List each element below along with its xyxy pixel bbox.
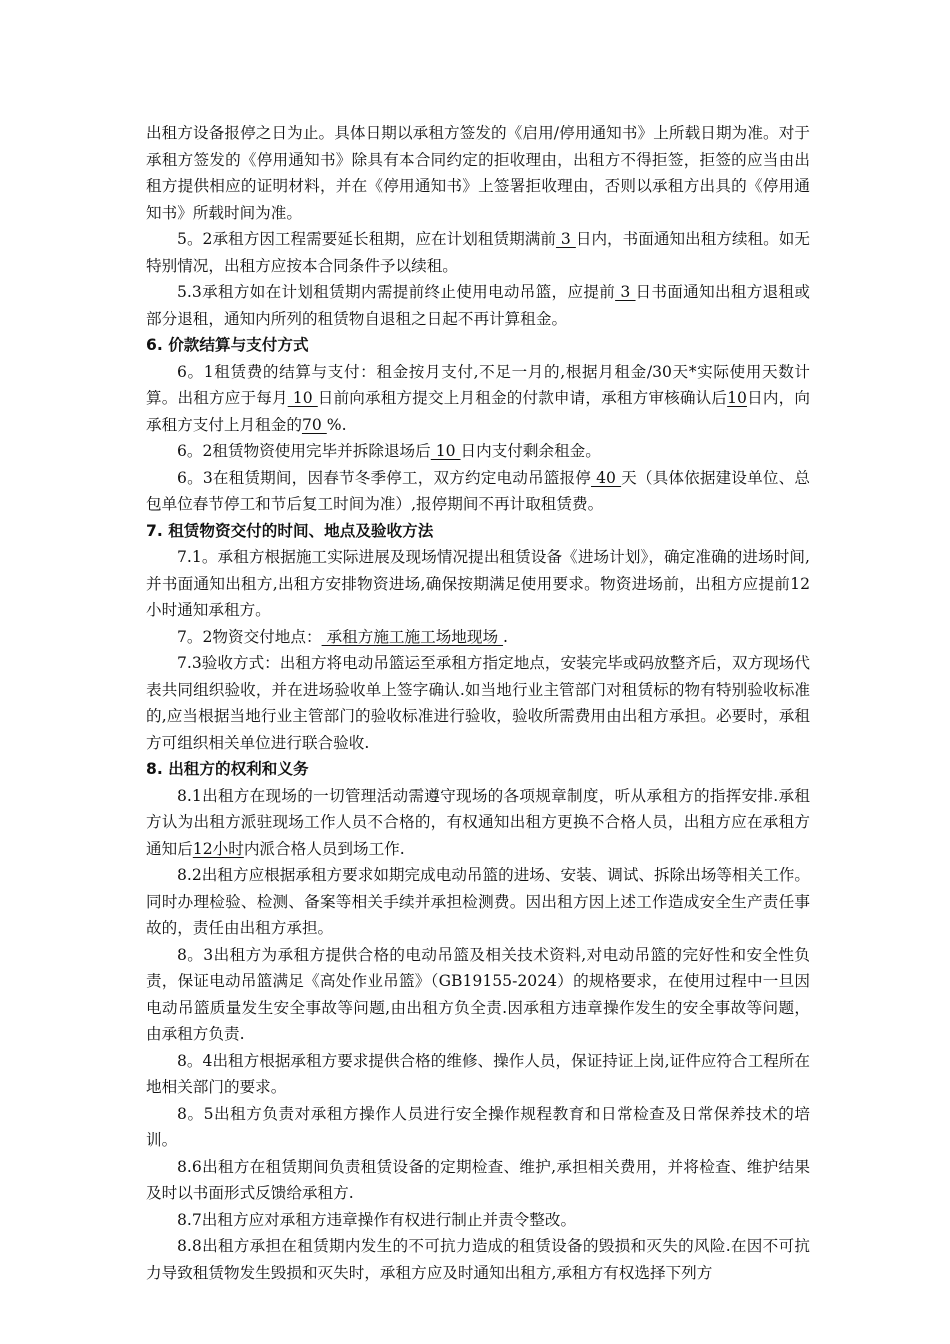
blank-location: 承租方施工施工场地现场 [321,627,504,646]
paragraph-5-1-continued: 出租方设备报停之日为止。具体日期以承租方签发的《启用/停用通知书》上所载日期为准。对于承租方签发的《停用通知书》除具有本合同约定的拒收理由，出租方不得拒签，拒签的应当由出租方提供相应的证明材料，并在《停用通知书》上签署拒收理由，否则以承租方出具的《停用通知书》所载时间为准。 [146,124,810,222]
clause-text: 6。2租赁物资使用完毕并拆除退场后 [177,442,431,460]
document-page [146,120,810,1286]
clause-text: 6。1租赁费的结算与支付：租金按月支付,不足一月的,根据月租金/30天*实际使用天数计算。出租方应于每月 [146,362,810,407]
blank-day: 10 [287,389,318,407]
clause-text: 8.1出租方在现场的一切管理活动需遵守现场的各项规章制度，听从承租方的指挥安排.承租方认为出租方派驻现场工作人员不合格的，有权通知出租方更换不合格人员，出租方应在承租方通知后 [146,786,810,858]
section-heading-6: 6. 价款结算与支付方式 [146,336,309,354]
clause-text: 5.3承租方如在计划租赁期内需提前终止使用电动吊篮，应提前 [177,283,616,301]
blank-days: 40 [591,468,622,487]
section-heading-8: 8. 出租方的权利和义务 [146,760,309,778]
clause-7-1: 7.1。承租方根据施工实际进展及现场情况提出租赁设备《进场计划》，确定准确的进场时间,并书面通知出租方,出租方安排物资进场,确保按期满足使用要求。物资进场前，出租方应提前12小时通知承租方。 [146,548,810,619]
clause-text: 日书面通知出租方退租或部分退租，通知内所列的租赁物自退租之日起不再计算租金。 [146,283,810,328]
clause-8-1 [146,783,810,863]
clause-text: 日内，书面通知出租方续租。如无特别情况，出租方应按本合同条件予以续租。 [146,230,810,275]
clause-text: 6。3在租赁期间，因春节冬季停工，双方约定电动吊篮报停 [177,468,592,487]
clause-6-3 [146,465,810,518]
blank-days: 10 [727,389,747,407]
clause-text: 日内支付剩余租金。 [460,442,601,460]
section-heading-7: 7. 租赁物资交付的时间、地点及验收方法 [146,521,434,540]
blank-percent: 70 [301,415,327,434]
clause-5-3 [146,279,810,332]
clause-text: 日前向承租方提交上月租金的付款申请，承租方审核确认后 [317,389,728,407]
clause-8-3: 8。3出租方为承租方提供合格的电动吊篮及相关技术资料,对电动吊篮的完好性和安全性负责，保证电动吊篮满足《高处作业吊篮》（GB19155-2024）的规格要求，在使用过程中一旦因电动吊篮质量发生安全事故等问题,由出租方负全责.因承租方违章操作发生的安全事故等问题，由承租方负责. [146,945,810,1043]
clause-8-4: 8。4出租方根据承租方要求提供合格的维修、操作人员，保证持证上岗,证件应符合工程所在地相关部门的要求。 [146,1051,810,1096]
clause-8-5: 8。5出租方负责对承租方操作人员进行安全操作规程教育和日常检查及日常保养技术的培训。 [146,1104,810,1149]
blank-days: 3 [615,283,636,301]
clause-text: 7。2物资交付地点： [177,627,322,646]
clause-7-2 [146,624,810,651]
clause-8-7: 8.7出租方应对承租方违章操作有权进行制止并责令整改。 [177,1210,577,1229]
blank-days: 3 [555,230,576,248]
clause-text: %. [326,415,347,434]
clause-text: . [503,627,509,646]
clause-5-2 [146,226,810,279]
clause-8-6: 8.6出租方在租赁期间负责租赁设备的定期检查、维护,承担相关费用，并将检查、维护结果及时以书面形式反馈给承租方. [146,1157,810,1202]
clause-7-3: 7.3验收方式：出租方将电动吊篮运至承租方指定地点，安装完毕或码放整齐后，双方现场代表共同组织验收，并在进场验收单上签字确认.如当地行业主管部门对租赁标的物有特别验收标准的,应当根据当地行业主管部门的验收标准进行验收，验收所需费用由出租方承担。必要时，承租方可组织相关单位进行联合验收. [146,654,810,752]
clause-text: 5。2承租方因工程需要延长租期，应在计划租赁期满前 [177,230,556,248]
blank-days: 10 [430,442,461,460]
clause-text: 天（具体依据建设单位、总包单位春节停工和节后复工时间为准）,报停期间不再计取租赁费。 [146,468,810,513]
blank-hours: 12小时 [192,839,244,858]
clause-6-2 [146,438,810,465]
clause-8-2: 8.2出租方应根据承租方要求如期完成电动吊篮的进场、安装、调试、拆除出场等相关工作。同时办理检验、检测、备案等相关手续并承担检测费。因出租方因上述工作造成安全生产责任事故的，责任由出租方承担。 [146,866,810,937]
clause-8-8: 8.8出租方承担在租赁期内发生的不可抗力造成的租赁设备的毁损和灭失的风险.在因不可抗力导致租赁物发生毁损和灭失时，承租方应及时通知出租方,承租方有权选择下列方 [146,1237,810,1282]
clause-text: 内派合格人员到场工作. [243,839,405,858]
clause-text: 日内，向承租方支付上月租金的 [146,389,810,434]
clause-6-1 [146,359,810,439]
